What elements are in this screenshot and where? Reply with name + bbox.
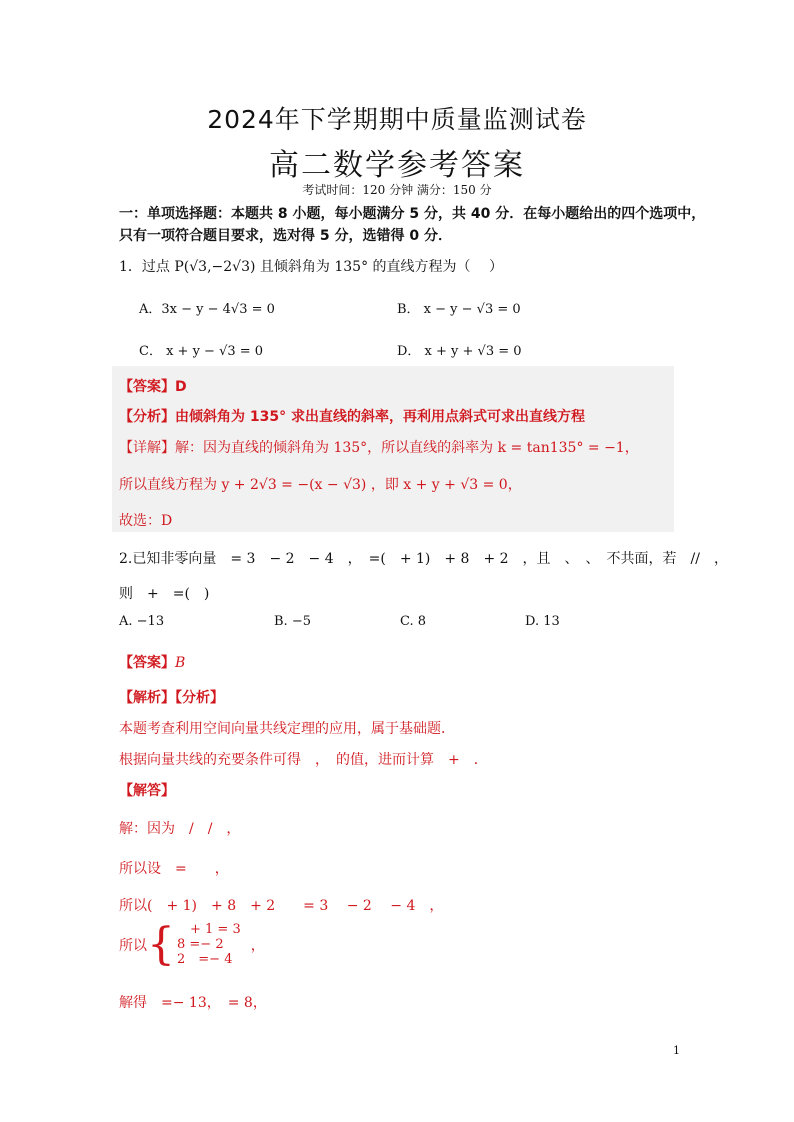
q2-analysis-line2: 根据向量共线的充要条件可得 ， 的值，进而计算 + ． [119,752,488,768]
q1-conclusion: 故选：D [119,513,173,529]
q2-stem-line2: 则 + =( ) [119,586,210,602]
section-instructions-line2: 只有一项符合题目要求，选对得 5 分，选错得 0 分． [119,228,452,244]
q1-option-a: A．3x − y − 4√3 = 0 [139,302,275,317]
q1-detail-line2: 所以直线方程为 y + 2√3 = −(x − √3) ，即 x + y + √3 = 0， [119,477,522,493]
q2-equation-system [119,918,265,970]
q2-answer-value: B [175,655,186,671]
page-number: 1 [673,1044,680,1057]
q2-option-c: C. 8 [400,614,427,629]
q2-option-a: A. −13 [119,614,165,629]
q2-answer-label: 【答案】 [119,655,175,671]
exam-info: 考试时间：120 分钟 满分：150 分 [302,183,492,197]
q2-answer [119,652,185,672]
q2-solution-line4: 解得 =− 13， = 8， [119,995,267,1011]
q2-option-d: D. 13 [525,614,560,629]
q2-solution-label: 【解答】 [119,783,175,799]
q2-system-line-1: + 1 = 3 [177,922,241,937]
q2-system-suffix: ， [250,937,265,954]
q1-option-c: C． x + y − √3 = 0 [139,344,264,359]
q2-system-line-3: 2 =− 4 [177,952,233,967]
q1-detail-line1: 【详解】解：因为直线的倾斜角为 135°，所以直线的斜率为 k = tan135° = −1， [119,440,639,456]
answer-title: 高二数学参考答案 [269,148,525,183]
q2-system-prefix: 所以 [119,937,147,954]
section-instructions-line1: 一：单项选择题：本题共 8 小题，每小题满分 5 分，共 40 分．在每小题给出的四个选项中， [119,206,706,222]
q2-solution-line3: 所以( + 1) + 8 + 2 = 3 − 2 − 4 ， [119,898,444,914]
exam-title: 2024年下学期期中质量监测试卷 [207,105,587,134]
left-brace-icon: { [147,918,175,970]
q1-option-d: D． x + y + √3 = 0 [397,344,522,359]
q2-stem-line1: 2.已知非零向量 = 3 − 2 − 4 ， =( + 1) + 8 + 2 ，且 、 、 不共面，若 // ， [119,551,728,567]
q1-option-b: B． x − y − √3 = 0 [397,302,521,317]
q2-analysis-label: 【解析】【分析】 [119,690,224,706]
q1-stem: 1．过点 P(√3,−2√3) 且倾斜角为 135° 的直线方程为（ ） [119,259,503,275]
q2-system-lines [177,922,241,967]
q2-system-line-2: 8 =− 2 [177,937,224,952]
q2-analysis-line1: 本题考查利用空间向量共线定理的应用，属于基础题． [119,721,455,737]
q1-answer: 【答案】D [119,379,187,395]
q2-solution-line2: 所以设 = ， [119,861,229,877]
q2-option-b: B. −5 [274,614,311,629]
q1-analysis: 【分析】由倾斜角为 135° 求出直线的斜率，再利用点斜式可求出直线方程 [119,409,585,425]
q2-solution-line1: 解：因为 / / ， [119,821,241,837]
